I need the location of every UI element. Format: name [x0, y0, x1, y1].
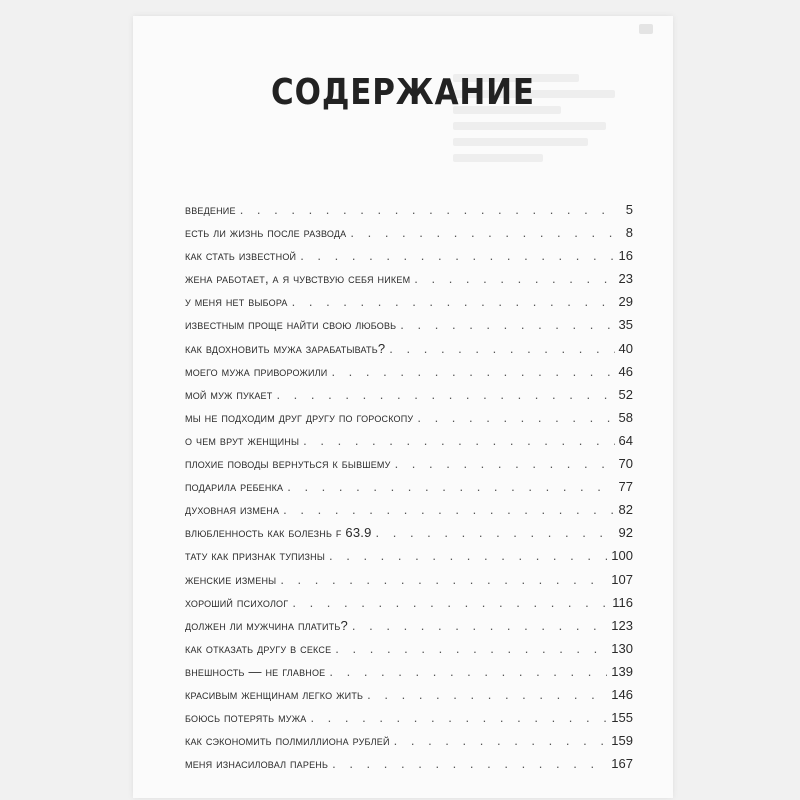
toc-entry-title: меня изнасиловал парень	[185, 756, 329, 772]
toc-entry[interactable]	[185, 683, 633, 706]
page-corner-mark	[639, 24, 653, 34]
toc-entry-title: как сэкономить полмиллиона рублей	[185, 733, 390, 749]
toc-entry[interactable]	[185, 544, 633, 567]
toc-entry-title: плохие поводы вернуться к бывшему	[185, 456, 391, 472]
dot-leader	[414, 267, 614, 290]
toc-entry[interactable]	[185, 313, 633, 336]
dot-leader	[300, 244, 614, 267]
book-page	[133, 16, 673, 798]
toc-entry-page: 107	[611, 571, 633, 587]
toc-entry-page: 116	[612, 594, 633, 610]
dot-leader	[292, 290, 615, 313]
toc-entry[interactable]	[185, 475, 633, 498]
toc-entry-page: 8	[625, 225, 633, 241]
toc-entry-title: красивым женщинам легко жить	[185, 686, 364, 702]
dot-leader	[332, 752, 607, 775]
dot-leader	[350, 221, 619, 244]
toc-entry-page: 92	[618, 525, 633, 541]
toc-entry-title: есть ли жизнь после развода	[185, 225, 347, 241]
toc-entry[interactable]	[185, 429, 633, 452]
toc-entry-page: 46	[618, 363, 633, 379]
toc-entry-page: 155	[611, 710, 633, 726]
dot-leader	[417, 406, 614, 429]
dot-leader	[394, 729, 608, 752]
toc-entry-title: боюсь потерять мужа	[185, 710, 307, 726]
dot-leader	[240, 198, 619, 221]
dot-leader	[303, 429, 614, 452]
dot-leader	[376, 521, 615, 544]
toc-entry-page: 29	[618, 294, 633, 310]
dot-leader	[310, 706, 607, 729]
dot-leader	[329, 544, 607, 567]
toc-entry[interactable]	[185, 383, 633, 406]
toc-entry[interactable]	[185, 221, 633, 244]
toc-entry-title: жена работает, а я чувствую себя никем	[185, 271, 411, 287]
toc-entry[interactable]	[185, 337, 633, 360]
toc-entry-page: 40	[618, 340, 633, 356]
toc-entry-page: 64	[618, 432, 633, 448]
toc-entry[interactable]	[185, 660, 633, 683]
dot-leader	[367, 683, 607, 706]
toc-entry[interactable]	[185, 406, 633, 429]
toc-entry[interactable]	[185, 498, 633, 521]
toc-entry-title: моего мужа приворожили	[185, 363, 328, 379]
toc-entry-page: 130	[611, 640, 633, 656]
toc-entry-title: духовная измена	[185, 502, 280, 518]
toc-entry[interactable]	[185, 706, 633, 729]
toc-entry[interactable]	[185, 521, 633, 544]
toc-entry-page: 52	[618, 386, 633, 402]
toc-entry-title: как стать известной	[185, 248, 297, 264]
toc-entry-page: 82	[618, 502, 633, 518]
toc-entry-page: 23	[618, 271, 633, 287]
toc-entry[interactable]	[185, 752, 633, 775]
dot-leader	[352, 614, 607, 637]
dot-leader	[400, 313, 614, 336]
toc-entry[interactable]	[185, 637, 633, 660]
toc-entry-page: 123	[611, 617, 633, 633]
toc-entry[interactable]	[185, 568, 633, 591]
toc-entry-title: о чем врут женщины	[185, 432, 300, 448]
toc-entry[interactable]	[185, 244, 633, 267]
toc-entry[interactable]	[185, 360, 633, 383]
toc-entry-title: внешность — не главное	[185, 663, 326, 679]
page-title: СОДЕРЖАНИЕ	[271, 72, 535, 113]
toc-entry-page: 5	[625, 202, 633, 217]
table-of-contents	[185, 198, 633, 775]
toc-entry[interactable]	[185, 198, 633, 221]
dot-leader	[280, 568, 607, 591]
toc-entry-title: как вдохновить мужа зарабатывать?	[185, 340, 386, 356]
toc-entry-title: подарила ребенка	[185, 479, 284, 495]
dot-leader	[292, 591, 608, 614]
toc-entry-title: мы не подходим друг другу по гороскопу	[185, 409, 414, 425]
toc-entry-title: у меня нет выбора	[185, 294, 288, 310]
dot-leader	[276, 383, 614, 406]
toc-entry-title: тату как признак тупизны	[185, 548, 326, 564]
toc-entry-page: 58	[618, 409, 633, 425]
dot-leader	[331, 360, 614, 383]
toc-entry-page: 35	[618, 317, 633, 333]
toc-entry[interactable]	[185, 729, 633, 752]
toc-entry-page: 70	[618, 456, 633, 472]
toc-entry[interactable]	[185, 614, 633, 637]
dot-leader	[395, 452, 615, 475]
toc-entry[interactable]	[185, 591, 633, 614]
toc-entry-title: мой муж пукает	[185, 386, 273, 402]
toc-entry-title: женские измены	[185, 571, 277, 587]
toc-entry-page: 16	[618, 248, 633, 264]
dot-leader	[335, 637, 607, 660]
toc-entry-page: 159	[611, 733, 633, 749]
toc-entry-title: влюбленность как болезнь f 63.9	[185, 525, 372, 541]
toc-entry[interactable]	[185, 452, 633, 475]
toc-entry-title: хороший психолог	[185, 594, 289, 610]
toc-entry-page: 167	[611, 756, 633, 772]
dot-leader	[283, 498, 614, 521]
toc-entry-title: как отказать другу в сексе	[185, 640, 332, 656]
dot-leader	[287, 475, 614, 498]
toc-entry[interactable]	[185, 290, 633, 313]
toc-entry-page: 100	[611, 548, 633, 564]
toc-entry-title: известным проще найти свою любовь	[185, 317, 397, 333]
toc-entry-page: 146	[611, 686, 633, 702]
toc-entry-page: 77	[618, 479, 633, 495]
dot-leader	[389, 337, 614, 360]
dot-leader	[329, 660, 607, 683]
toc-entry-title: введение	[185, 202, 236, 217]
toc-entry[interactable]	[185, 267, 633, 290]
toc-entry-title: должен ли мужчина платить?	[185, 617, 348, 633]
toc-entry-page: 139	[611, 663, 633, 679]
